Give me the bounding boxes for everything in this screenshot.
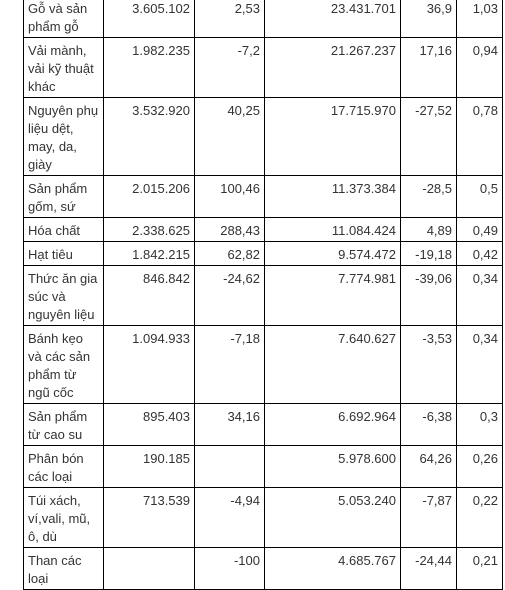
product-name-cell: Than các loại [24, 548, 104, 590]
change-cell: -7,87 [401, 488, 457, 548]
change-cell: -24,44 [401, 548, 457, 590]
export-data-table [23, 0, 503, 590]
change-cell: -4,94 [195, 488, 265, 548]
value-cell: 3.605.102 [104, 0, 195, 38]
product-name-cell: Túi xách, ví,vali, mũ, ô, dù [24, 488, 104, 548]
change-cell: 34,16 [195, 404, 265, 446]
product-name-cell: Phân bón các loại [24, 446, 104, 488]
change-cell: -24,62 [195, 266, 265, 326]
product-name-cell: Hóa chất [24, 218, 104, 242]
share-cell: 0,34 [457, 266, 503, 326]
value-cell: 1.842.215 [104, 242, 195, 266]
value-cell: 21.267.237 [265, 38, 401, 98]
table-row [24, 326, 503, 404]
change-cell: -7,18 [195, 326, 265, 404]
value-cell: 7.774.981 [265, 266, 401, 326]
product-name-cell: Sản phẩm gốm, sứ [24, 176, 104, 218]
value-cell: 2.338.625 [104, 218, 195, 242]
table-container [23, 0, 502, 590]
change-cell: -27,52 [401, 98, 457, 176]
value-cell [104, 548, 195, 590]
value-cell: 713.539 [104, 488, 195, 548]
share-cell: 0,42 [457, 242, 503, 266]
table-row [24, 404, 503, 446]
change-cell: -28,5 [401, 176, 457, 218]
value-cell: 895.403 [104, 404, 195, 446]
change-cell: 62,82 [195, 242, 265, 266]
share-cell: 0,22 [457, 488, 503, 548]
change-cell: 4,89 [401, 218, 457, 242]
share-cell: 0,78 [457, 98, 503, 176]
change-cell: 100,46 [195, 176, 265, 218]
value-cell: 5.978.600 [265, 446, 401, 488]
change-cell: 40,25 [195, 98, 265, 176]
change-cell: -6,38 [401, 404, 457, 446]
change-cell [195, 446, 265, 488]
value-cell: 190.185 [104, 446, 195, 488]
table-row [24, 98, 503, 176]
share-cell: 0,3 [457, 404, 503, 446]
share-cell: 0,26 [457, 446, 503, 488]
change-cell: -19,18 [401, 242, 457, 266]
change-cell: -3,53 [401, 326, 457, 404]
value-cell: 1.094.933 [104, 326, 195, 404]
table-row [24, 0, 503, 38]
table-row [24, 488, 503, 548]
share-cell: 0,49 [457, 218, 503, 242]
product-name-cell: Gỗ và sản phẩm gỗ [24, 0, 104, 38]
share-cell: 0,34 [457, 326, 503, 404]
value-cell: 11.084.424 [265, 218, 401, 242]
product-name-cell: Hạt tiêu [24, 242, 104, 266]
share-cell: 0,5 [457, 176, 503, 218]
value-cell: 2.015.206 [104, 176, 195, 218]
product-name-cell: Thức ăn gia súc và nguyên liệu [24, 266, 104, 326]
share-cell: 1,03 [457, 0, 503, 38]
change-cell: -100 [195, 548, 265, 590]
table-row [24, 446, 503, 488]
change-cell: -39,06 [401, 266, 457, 326]
change-cell: 64,26 [401, 446, 457, 488]
table-row [24, 38, 503, 98]
value-cell: 1.982.235 [104, 38, 195, 98]
value-cell: 6.692.964 [265, 404, 401, 446]
value-cell: 4.685.767 [265, 548, 401, 590]
change-cell: -7,2 [195, 38, 265, 98]
value-cell: 5.053.240 [265, 488, 401, 548]
table-body [24, 0, 503, 590]
product-name-cell: Bánh kẹo và các sản phẩm từ ngũ cốc [24, 326, 104, 404]
table-row [24, 242, 503, 266]
value-cell: 17.715.970 [265, 98, 401, 176]
value-cell: 23.431.701 [265, 0, 401, 38]
change-cell: 2,53 [195, 0, 265, 38]
value-cell: 3.532.920 [104, 98, 195, 176]
product-name-cell: Sản phẩm từ cao su [24, 404, 104, 446]
table-row [24, 218, 503, 242]
share-cell: 0,94 [457, 38, 503, 98]
table-row [24, 266, 503, 326]
table-row [24, 548, 503, 590]
value-cell: 846.842 [104, 266, 195, 326]
value-cell: 9.574.472 [265, 242, 401, 266]
change-cell: 17,16 [401, 38, 457, 98]
share-cell: 0,21 [457, 548, 503, 590]
product-name-cell: Nguyên phụ liệu dệt, may, da, giày [24, 98, 104, 176]
change-cell: 36,9 [401, 0, 457, 38]
value-cell: 11.373.384 [265, 176, 401, 218]
table-row [24, 176, 503, 218]
change-cell: 288,43 [195, 218, 265, 242]
value-cell: 7.640.627 [265, 326, 401, 404]
product-name-cell: Vải mành, vải kỹ thuật khác [24, 38, 104, 98]
